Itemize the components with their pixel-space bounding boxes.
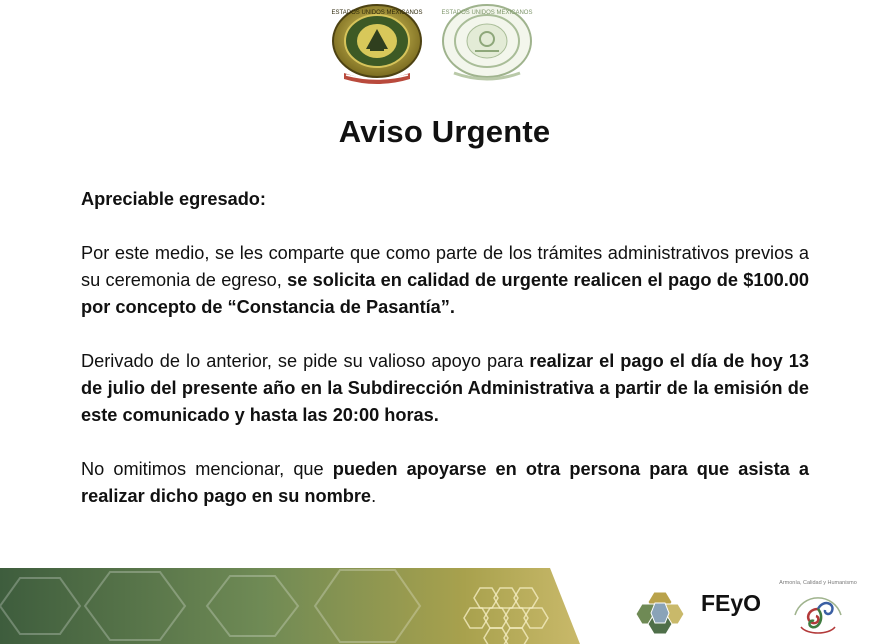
triskel-caption: Armonía, Calidad y Humanismo: [779, 580, 857, 586]
paragraph-3: [81, 456, 809, 510]
triskel-icon: [779, 575, 857, 639]
greeting-text: Apreciable egresado:: [81, 189, 266, 209]
hexagon-cluster-icon: [636, 590, 684, 636]
paragraph-2-deadline: realizar el pago el día de hoy 13 de julio del presente año en la Subdirección Administrativa a partir de la emisión de este comunicado y hasta las 20:00 horas.: [81, 351, 809, 425]
notice-body: [81, 186, 809, 510]
university-seal-icon: [440, 3, 534, 87]
paragraph-1-intro: Por este medio, se les comparte que como parte de los trámites administrativos previos a su ceremonia de egreso,: [81, 243, 809, 290]
paragraph-2-intro: Derivado de lo anterior, se pide su valioso apoyo para: [81, 351, 530, 371]
paragraph-1: [81, 240, 809, 321]
page-title: Aviso Urgente: [338, 114, 551, 149]
paragraph-2: [81, 348, 809, 429]
paragraph-3-intro: No omitimos mencionar, que: [81, 459, 333, 479]
feyo-brand: FEyO: [701, 590, 762, 616]
paragraph-1-mid: realicen: [568, 270, 648, 290]
header-logos: [330, 3, 540, 87]
paragraph-1-payment: el pago de $100.00 por concepto de “Constancia de Pasantía”.: [81, 270, 809, 317]
left-logo-caption: ESTADOS UNIDOS MEXICANOS: [331, 10, 423, 16]
state-seal-icon: [330, 3, 424, 87]
right-logo-caption: ESTADOS UNIDOS MEXICANOS: [441, 10, 533, 16]
greeting: [81, 186, 809, 213]
footer-hexagon-band: [0, 568, 580, 644]
paragraph-3-end: .: [371, 486, 377, 506]
paragraph-3-support: pueden apoyarse en otra persona para que asista a realizar dicho pago en su nombre: [81, 459, 809, 506]
paragraph-1-urgent: se solicita en calidad de urgente: [287, 270, 569, 290]
